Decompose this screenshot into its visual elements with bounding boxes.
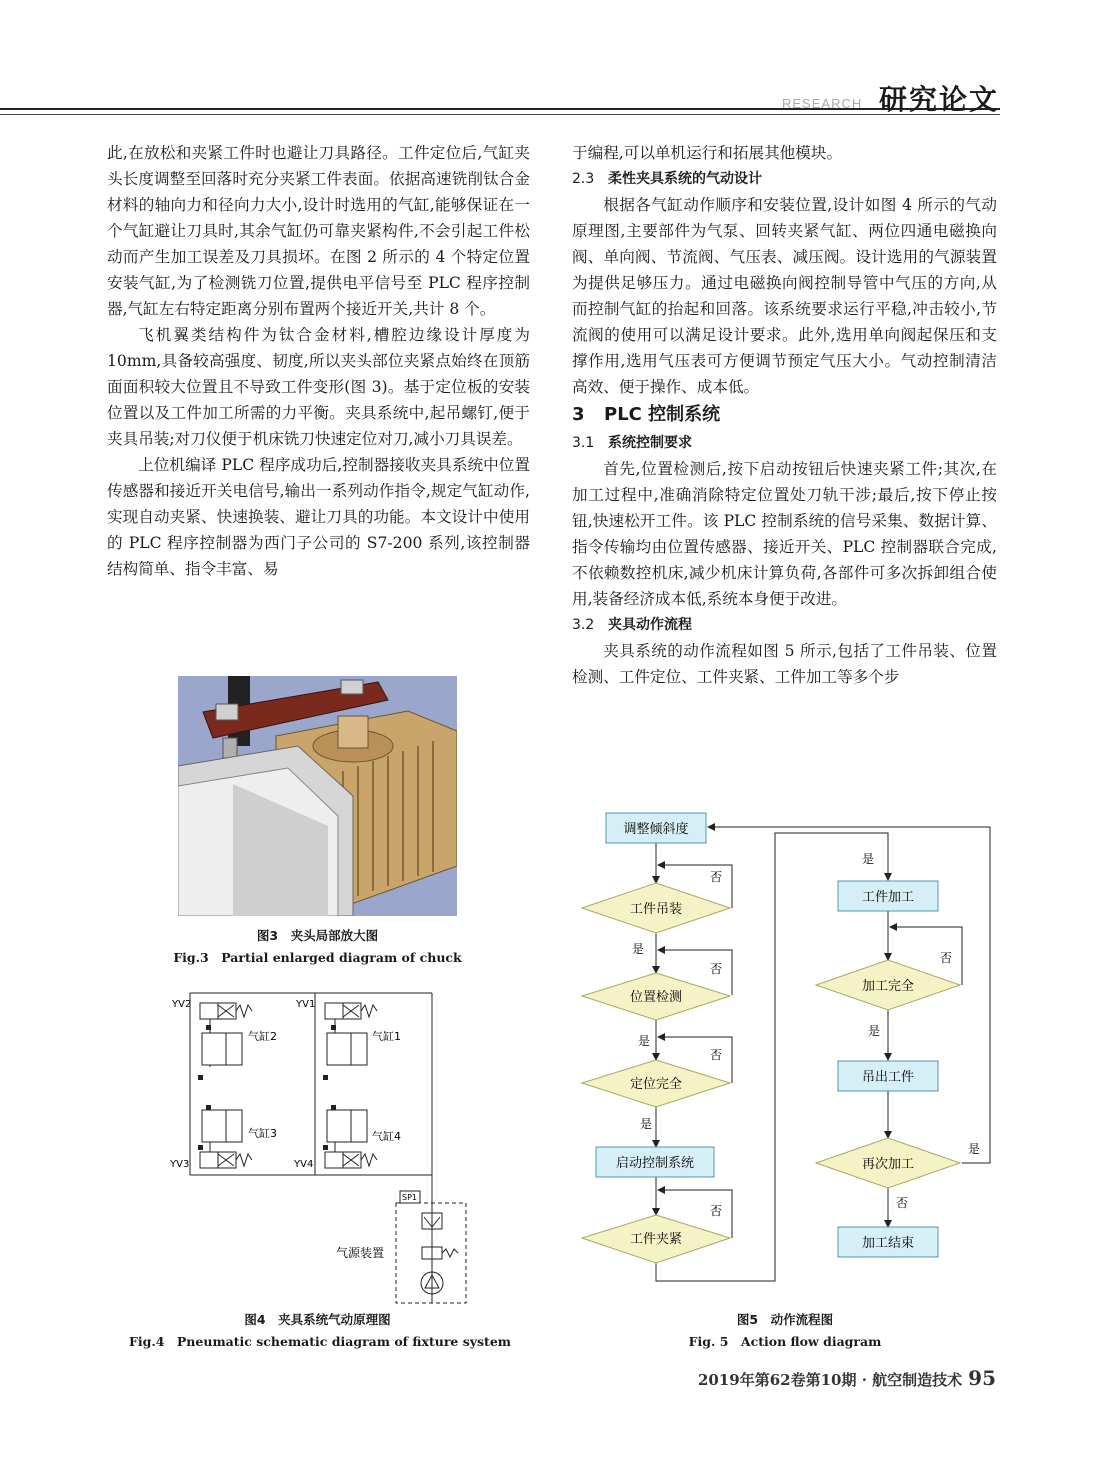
heading-3-1-number: 3.1: [572, 435, 595, 451]
footer-journal: 2019年第62卷第10期 · 航空制造技术: [698, 1371, 963, 1389]
fig5-node-lift-out-label: 吊出工件: [861, 1070, 915, 1085]
right-paragraph-2: 首先,位置检测后,按下启动按钮后快速夹紧工件;其次,在加工过程中,准确消除特定位置处刀轨干涉;最后,按下停止按钮,快速松开工件。该 PLC 控制系统的信号采集、数据计算、指令传输均由位置传感器、接近开关、PLC 控制器联合完成,不依赖数控机床,减少机床计算负荷,各部件可多次拆卸组合使用,装备经济成本低,系统本身便于改进。: [572, 460, 997, 608]
fig5-node-positioned-label: 定位完全: [629, 1077, 683, 1092]
right-paragraph-0: 于编程,可以单机运行和拓展其他模块。: [572, 144, 843, 162]
fig5-label-yes-finished: 是: [868, 1024, 881, 1038]
fig3-caption-en: Fig.3 Partial enlarged diagram of chuck: [173, 950, 462, 965]
fig5-label-no-detect: 否: [710, 962, 723, 976]
fig5-label-no-hoist: 否: [710, 870, 723, 884]
fig4-caption-en: Fig.4 Pneumatic schematic diagram of fixture system: [129, 1334, 511, 1349]
fig4-label-yv4: YV4: [294, 1159, 314, 1170]
fig4-label-source: 气源装置: [336, 1246, 385, 1260]
heading-3-text: PLC 控制系统: [604, 404, 721, 425]
fig5-node-hoist-label: 工件吊装: [629, 902, 683, 917]
left-column: [107, 140, 530, 582]
fig5-node-adjust-label: 调整倾斜度: [623, 822, 689, 837]
heading-2-3-text: 柔性夹具系统的气动设计: [608, 171, 762, 187]
fig3-bolt-left: [216, 704, 238, 720]
header-section-title: 研究论文: [879, 83, 1000, 116]
right-paragraph-3: 夹具系统的动作流程如图 5 所示,包括了工件吊装、位置检测、工件定位、工件夹紧、工件加工等多个步: [572, 642, 997, 686]
fig5-caption-cn: 图5 动作流程图: [736, 1312, 834, 1327]
heading-3-2-text: 夹具动作流程: [608, 617, 692, 633]
fig5-label-yes-positioned: 是: [640, 1117, 653, 1131]
fig4-label-cyl3: 气缸3: [248, 1127, 277, 1140]
fig4-label-yv1: YV1: [296, 999, 316, 1010]
left-paragraph-3: 上位机编译 PLC 程序成功后,控制器接收夹具系统中位置传感器和接近开关电信号,输出一系列动作指令,规定气缸动作,实现自动夹紧、快速换装、避让刀具的功能。本文设计中使用的 PLC 程序控制器为西门子公司的 S7-200 系列,该控制器结构简单、指令丰富、易: [107, 456, 530, 578]
heading-3-1: [572, 430, 997, 456]
fig5-label-yes-machining: 是: [862, 852, 875, 866]
fig5-node-end-label: 加工结束: [861, 1236, 915, 1251]
heading-2-3-number: 2.3: [572, 171, 595, 187]
fig4-label-yv2: YV2: [172, 999, 192, 1010]
fig4-label-cyl2: 气缸2: [248, 1030, 277, 1043]
fig5-label-no-positioned: 否: [710, 1048, 723, 1062]
fig5-label-yes-hoist: 是: [632, 942, 645, 956]
page-footer: [698, 1366, 996, 1390]
fig5-label-yes-detect: 是: [638, 1034, 651, 1048]
fig3-chuck-image: [178, 676, 457, 916]
fig4-label-yv3: YV3: [170, 1159, 190, 1170]
right-column: [572, 140, 997, 690]
fig4-pneumatic-schematic: [160, 985, 480, 1305]
fig5-label-yes-again: 是: [968, 1142, 981, 1156]
heading-3-number: 3: [572, 404, 585, 425]
header-rule-thin: [0, 114, 1000, 115]
fig5-node-finished-label: 加工完全: [861, 979, 915, 994]
fig3-bolt-right: [341, 680, 363, 694]
fig5-node-again-label: 再次加工: [861, 1157, 915, 1172]
fig4-label-sp1: SP1: [402, 1193, 417, 1202]
fig5-label-no-again: 否: [896, 1196, 909, 1210]
fig5-caption-en: Fig. 5 Action flow diagram: [688, 1334, 882, 1349]
page-number: 95: [968, 1366, 997, 1390]
fig4-label-cyl1: 气缸1: [372, 1030, 401, 1043]
fig3-clamp-tip: [223, 738, 237, 758]
fig5-label-no-clamp: 否: [710, 1204, 723, 1218]
fig4-caption-cn: 图4 夹具系统气动原理图: [244, 1312, 391, 1327]
right-paragraph-1: 根据各气缸动作顺序和安装位置,设计如图 4 所示的气动原理图,主要部件为气泵、回转夹紧气缸、两位四通电磁换向阀、单向阀、节流阀、气压表、减压阀。设计选用的气源装置为提供足够压力。通过电磁换向阀控制导管中气压的方向,从而控制气缸的抬起和回落。该系统要求运行平稳,冲击较小,节流阀的使用可以满足设计要求。此外,选用单向阀起保压和支撑作用,选用气压表可方便调节预定气压大小。气动控制清洁高效、便于操作、成本低。: [572, 196, 997, 396]
fig5-flow-diagram: [570, 805, 1000, 1295]
fig5-node-start-label: 启动控制系统: [615, 1156, 695, 1171]
heading-3-2-number: 3.2: [572, 617, 595, 633]
left-paragraph-2: 飞机翼类结构件为钛合金材料,槽腔边缘设计厚度为 10mm,具备较高强度、韧度,所以夹头部位夹紧点始终在顶筋面面积较大位置且不导致工件变形(图 3)。基于定位板的安装位置以及工件加工所需的力平衡。夹具系统中,起吊螺钉,便于夹具吊装;对刀仪便于机床铣刀快速定位对刀,减小刀具误差。: [107, 326, 530, 448]
heading-3-2: [572, 612, 997, 638]
heading-2-3: [572, 166, 997, 192]
left-paragraph-1: 此,在放松和夹紧工件时也避让刀具路径。工件定位后,气缸夹头长度调整至回落时充分夹紧工件表面。依据高速铣削钛合金材料的轴向力和径向力大小,设计时选用的气缸,能够保证在一个气缸避让刀具时,其余气缸仍可靠夹紧构件,不会引起工件松动而产生加工误差及刀具损坏。在图 2 所示的 4 个特定位置安装气缸,为了检测铣刀位置,提供电平信号至 PLC 程序控制器,气缸左右特定距离分别布置两个接近开关,共计 8 个。: [107, 144, 530, 318]
fig4-label-cyl4: 气缸4: [372, 1130, 401, 1143]
heading-3: [572, 400, 997, 430]
fig3-piston: [338, 716, 368, 748]
heading-3-1-text: 系统控制要求: [608, 435, 692, 451]
fig5-node-detect-label: 位置检测: [629, 990, 683, 1005]
fig5-node-machining-label: 工件加工: [861, 890, 915, 905]
header-research-label: RESEARCH: [782, 96, 863, 111]
fig5-node-clamp-label: 工件夹紧: [629, 1232, 683, 1247]
fig5-label-no-finished: 否: [940, 951, 953, 965]
fig3-caption-cn: 图3 夹头局部放大图: [256, 928, 379, 943]
